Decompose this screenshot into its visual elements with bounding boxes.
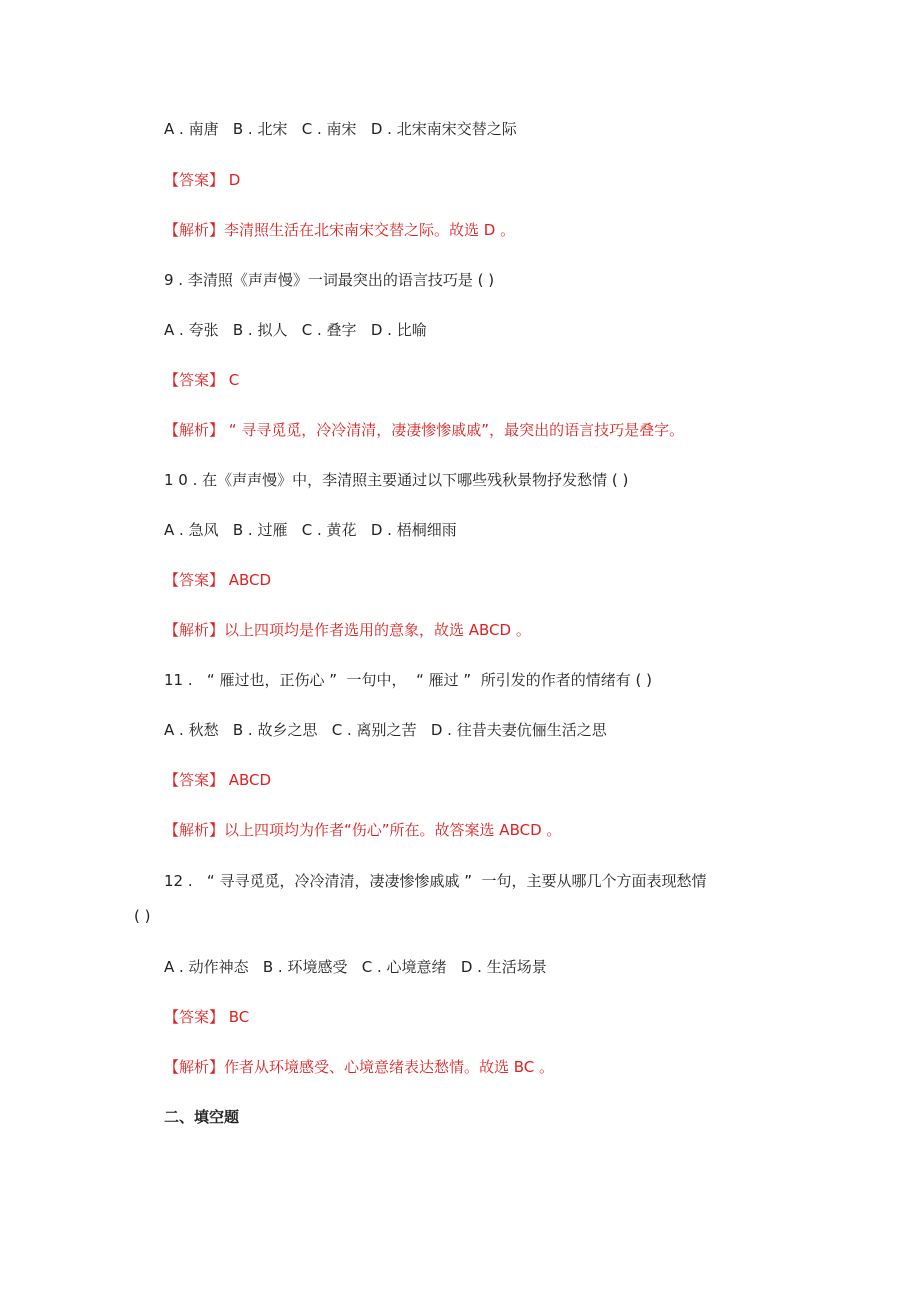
q10-analysis: 【解析】以上四项均是作者选用的意象，故选 ABCD 。 [164,621,531,639]
q11-question: 11 . “ 雁过也，正伤心 ” 一句中， “ 雁过 ” 所引发的作者的情绪有 ( ) [164,671,652,689]
q8-analysis: 【解析】李清照生活在北宋南宋交替之际。故选 D 。 [164,221,516,239]
q8-answer: 【答案】 D [164,171,241,189]
q12-options: A . 动作神态 B . 环境感受 C . 心境意绪 D . 生活场景 [164,958,547,976]
section-heading-fill-blank: 二、填空题 [164,1108,240,1126]
q12-analysis: 【解析】作者从环境感受、心境意绪表达愁情。故选 BC 。 [164,1058,555,1076]
q11-analysis: 【解析】以上四项均为作者“伤心”所在。故答案选 ABCD 。 [164,821,562,839]
q9-answer: 【答案】 C [164,371,240,389]
q9-analysis: 【解析】 “ 寻寻觅觅，冷冷清清，凄凄惨惨戚戚”，最突出的语言技巧是叠字。 [164,421,685,439]
q9-question: 9 . 李清照《声声慢》一词最突出的语言技巧是 ( ) [164,271,495,289]
q10-answer: 【答案】 ABCD [164,571,272,589]
q11-answer: 【答案】 ABCD [164,771,272,789]
q9-options: A . 夸张 B . 拟人 C . 叠字 D . 比喻 [164,321,427,339]
q12-answer: 【答案】 BC [164,1008,250,1026]
q12-question-line1: 12 . “ 寻寻觅觅，冷冷清清，凄凄惨惨戚戚 ” 一句，主要从哪几个方面表现愁情 [164,872,707,890]
q10-question: 1 0 . 在《声声慢》中，李清照主要通过以下哪些残秋景物抒发愁情 ( ) [164,471,629,489]
q8-options: A . 南唐 B . 北宋 C . 南宋 D . 北宋南宋交替之际 [164,120,517,138]
q12-question-line2: ( ) [134,907,151,925]
q11-options: A . 秋愁 B . 故乡之思 C . 离别之苦 D . 往昔夫妻伉俪生活之思 [164,721,607,739]
q10-options: A . 急风 B . 过雁 C . 黄花 D . 梧桐细雨 [164,521,457,539]
